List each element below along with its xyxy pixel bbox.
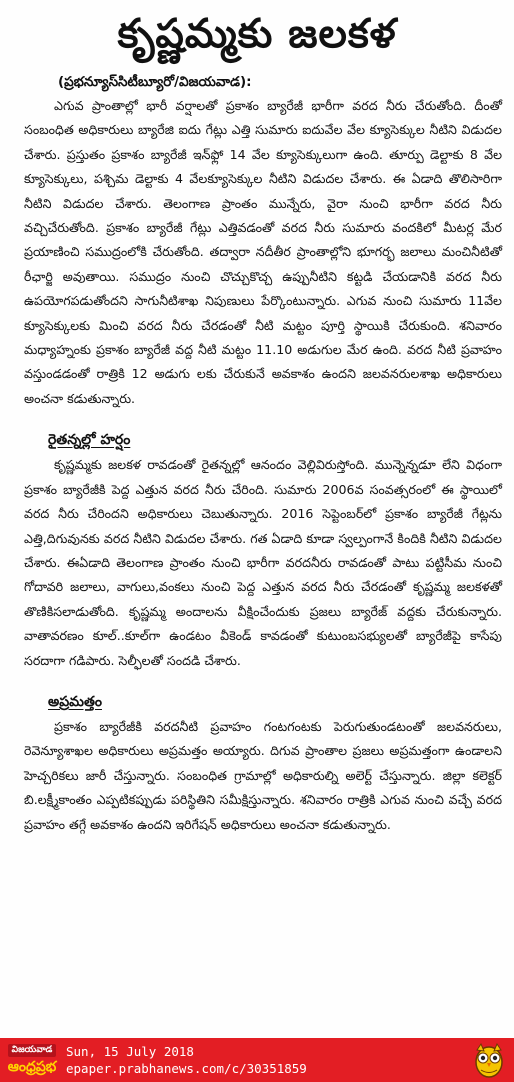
article-intro-paragraph [0, 94, 514, 411]
section-heading-alert: అప్రమత్తం [48, 693, 102, 710]
andhraprabha-logo[interactable] [4, 1040, 60, 1080]
section-paragraph-farmers [0, 453, 514, 673]
logo-title: ఆంధ్రప్రభ [7, 1058, 57, 1075]
intro-text: ఎగువ ప్రాంతాల్లో భారీ వర్షాలతో ప్రకాశం బ్యారేజీ భారీగా వరద నీరు చేరుతోంది. దీంతో సంబంధిత అధికారులు బ్యారేజి ఐదు గేట్లు ఎత్తి సుమారు ఐదువేల వేల క్యూసెక్కుల నీటిని విడుదల చేశారు. ప్రస్తుతం ప్రకాశం బ్యారేజీ ఇన్‌ఫ్లో 14 వేల క్యూసెక్కులుగా ఉంది. తూర్పు డెల్టాకు 8 వేల క్యూసెక్కులు, పశ్చిమ డెల్టాకు 4 వేలక్యూసెక్కుల నీటిని విడుదల చేశారు. ఈ ఏడాది తొలిసారిగా నీటిని విడుదల చేశారు. తెలంగాణ ప్రాంతం మున్నేరు, వైరా నుంచి భారీగా వరద నీరు వచ్చిచేరుతోంది. ప్రకాశం బ్యారేజీ గేట్లు ఎత్తివడంతో వరద నీరు సుమారు వందకిలో మీటర్ల మేర ప్రయాణించి సముద్రంలోకి చేరుతోంది. తద్వారా నదీతీర ప్రాంతాల్లోని భూగర్భ జలాలు మంచినీటితో రీఛార్జి అవుతాయి. సముద్రం నుంచి చొచ్చుకొచ్చ ఉప్పునీటిని కట్టడి చేయడానికి వరద నీరు ఉపయోగపడుతోందని సాగునీటిశాఖ నిపుణులు పేర్కొంటున్నారు. ఎగువ నుంచి సుమారు 11వేల క్యూసెక్కులకు మించి వరద నీరు చేరడంతో నీటి మట్టం పూర్తి స్థాయికి చేరుకుంది. శనివారం మధ్యాహ్నంకు ప్రకాశం బ్యారేజీ వద్ద నీటి మట్టం 11.10 అడుగుల మేర ఉంది. వరద నీటి ప్రవాహం వస్తుండడంతో రాత్రికి 12 అడుగు లకు చేరుకునే అవకాశం ఉందని జలవనరులశాఖ అధికారులు అంచనా కడుతున్నారు. [24, 98, 502, 406]
farmers-text: కృష్ణమ్మకు జలకళ రావడంతో రైతన్నల్లో ఆనందం వెల్లివిరుస్తోంది. మున్నెన్నడూ లేని విధంగా ప్రకాశం బ్యారేజీకి పెద్ద ఎత్తున వరద నీరు చేరింది. సుమారు 2006వ సంవత్సరంలో ఈ స్థాయిలో వరద నీరు చేరిందని అధికారులు చెబుతున్నారు. 2016 సెప్టెంబర్‌లో ప్రకాశం బ్యారేజీ గేట్లను ఎత్తి,దిగువునకు వరద నీటిని విడుదల చేశారు. గత ఏడాది కూడా స్వల్పంగానే కిందికి నీటిని విడుదల చేశారు. ఈఏడాది తెలంగాణ ప్రాంతం నుంచి భారీగా వరదనీరు రావడంతో పాటు పట్టిసీమ నుంచి గోదావరి జలాలు, వాగులు,వంకలు నుంచి పెద్ద ఎత్తున వరద నీరు చేరడంతో కృష్ణమ్మ జలకళతో తొణికిసలాడుతోంది. కృష్ణమ్మ అందాలను వీక్షించేందుకు ప్రజలు బ్యారేజ్ వద్దకు చేరుకున్నారు. వాతావరణం కూల్..కూల్‌గా ఉండటం వీకెండ్ కావడంతో కుటుంబసభ్యులతో బ్యారేజీపై కాసేపు సరదాగా గడిపారు. సెల్ఫీలతో సందడి చేశారు. [24, 457, 502, 668]
epaper-url-link[interactable]: epaper.prabhanews.com/c/30351859 [66, 1061, 307, 1076]
owl-mascot-icon [472, 1042, 506, 1078]
edition-date: Sun, 15 July 2018 [66, 1044, 194, 1059]
article-byline: (ప్రభన్యూస్‌సిటీబ్యూరో/విజయవాడ): [58, 74, 252, 90]
epaper-footer-bar [0, 1038, 514, 1082]
section-paragraph-alert [0, 715, 514, 837]
alert-text: ప్రకాశం బ్యారేజీకి వరదనీటి ప్రవాహం గంటగంటకు పెరుగుతుండటంతో జలవనరులు, రెవెన్యూశాఖల అధికారులు అప్రమత్తం అయ్యారు. దిగువ ప్రాంతాల ప్రజలు అప్రమత్తంగా ఉండాలని హెచ్చరికలు జారీ చేస్తున్నారు. సంబంధిత గ్రామాల్లో అధికారుల్ని అలెర్ట్ చేస్తున్నారు. జిల్లా కలెక్టర్ బి.లక్ష్మీకాంతం ఎప్పటికప్పుడు పరిస్థితిని సమీక్షిస్తున్నారు. శనివారం రాత్రికి ఎగువ నుంచి వచ్చే వరద ప్రవాహం తగ్గే అవకాశం ఉందని ఇరిగేషన్ అధికారులు అంచనా కడుతున్నారు. [24, 718, 502, 832]
section-heading-farmers: రైతన్నల్లో హర్షం [48, 432, 131, 449]
logo-city: విజయవాడ [8, 1044, 57, 1057]
article-headline: కృష్ణమ్మకు జలకళ [117, 11, 397, 57]
